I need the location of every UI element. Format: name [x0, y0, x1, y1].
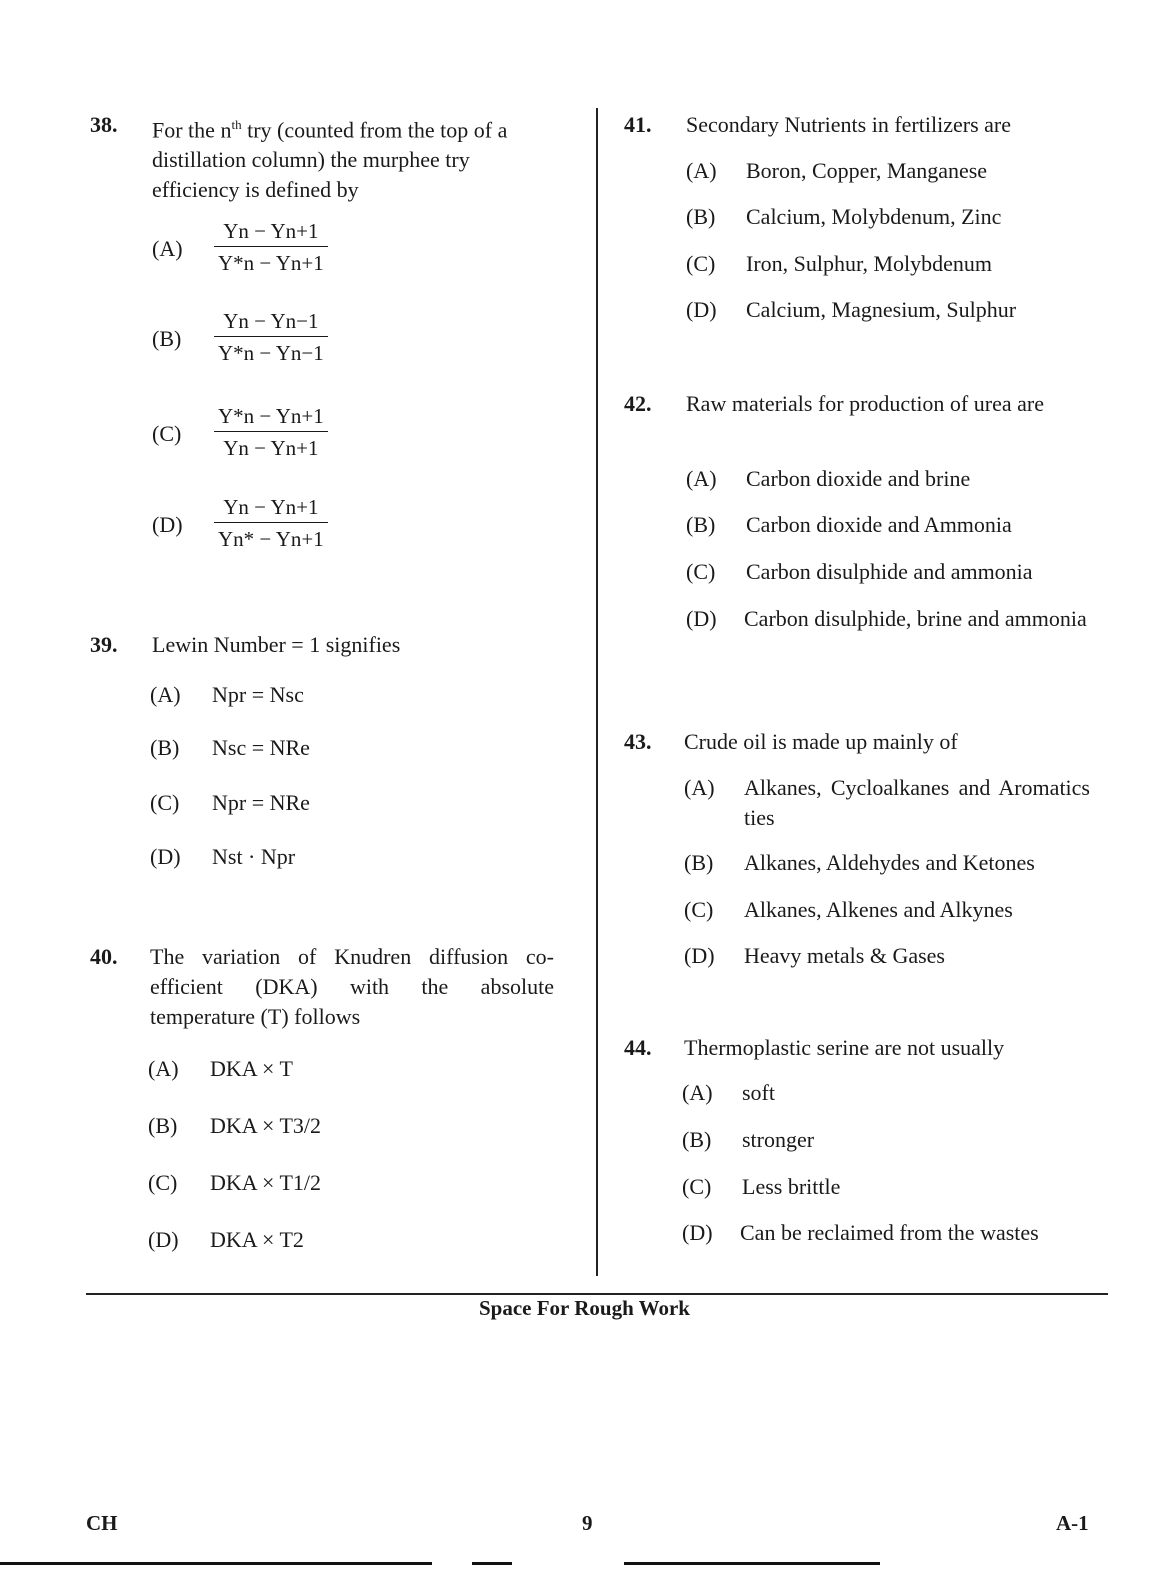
- question-text: Secondary Nutrients in fertilizers are: [686, 112, 1011, 137]
- option-label: (D): [682, 1220, 713, 1245]
- rough-work-heading: Space For Rough Work: [478, 1296, 690, 1320]
- option-38-c[interactable]: [152, 403, 402, 473]
- column-divider: [596, 108, 598, 1276]
- question-number: 42.: [624, 391, 652, 416]
- option-text: Less brittle: [742, 1174, 841, 1199]
- option-label: (A): [148, 1056, 179, 1081]
- question-text: Raw materials for production of urea are: [686, 391, 1044, 416]
- option-text: Alkanes, Cycloalkanes and Aromatics ties: [744, 775, 1090, 830]
- option-text: DKA × T: [210, 1056, 293, 1081]
- question-number: 41.: [624, 112, 652, 137]
- option-text: Carbon dioxide and Ammonia: [746, 512, 1012, 537]
- option-40-a[interactable]: [148, 1054, 448, 1086]
- question-40: [90, 942, 560, 1038]
- option-text: DKA × T2: [210, 1227, 304, 1252]
- option-text: Nst · Npr: [212, 844, 296, 869]
- question-text: Thermoplastic serine are not usually: [684, 1035, 1005, 1060]
- option-label: (B): [686, 204, 716, 229]
- option-39-d[interactable]: [150, 842, 450, 874]
- fraction-denominator: Y*n − Yn−1: [218, 341, 324, 365]
- option-text: Boron, Copper, Manganese: [746, 158, 988, 183]
- option-label: (D): [686, 606, 717, 631]
- option-38-a[interactable]: [152, 218, 402, 288]
- option-43-c[interactable]: [684, 895, 1090, 927]
- option-44-b[interactable]: [682, 1125, 1090, 1157]
- option-text: soft: [742, 1080, 775, 1105]
- fraction-denominator: Y*n − Yn+1: [218, 251, 324, 275]
- option-label: (C): [148, 1170, 178, 1195]
- fraction-numerator: Yn − Yn+1: [214, 494, 328, 523]
- question-number: 43.: [624, 729, 652, 754]
- option-text: Carbon disulphide, brine and ammonia: [744, 606, 1087, 631]
- option-text: Can be reclaimed from the wastes: [740, 1220, 1039, 1245]
- option-44-c[interactable]: [682, 1172, 1090, 1204]
- option-38-b[interactable]: [152, 308, 402, 378]
- option-43-d[interactable]: [684, 941, 1090, 973]
- question-44: [624, 1033, 1094, 1067]
- question-number: 39.: [90, 632, 118, 657]
- option-text: DKA × T3/2: [210, 1113, 322, 1138]
- option-44-a[interactable]: [682, 1078, 1090, 1110]
- option-text: Heavy metals & Gases: [744, 943, 945, 968]
- bottom-rule: [0, 1562, 432, 1565]
- option-label: (A): [150, 682, 181, 707]
- option-label: (B): [150, 735, 180, 760]
- option-41-a[interactable]: [686, 156, 1086, 188]
- question-text: For the $n^{th}$ try (counted from the top of a distillation column) the murphee try efficiency is defined by: [152, 117, 508, 203]
- option-text: Alkanes, Alkenes and Alkynes: [744, 897, 1013, 922]
- fraction-formula: [214, 218, 328, 276]
- option-text: Iron, Sulphur, Molybdenum: [746, 251, 992, 276]
- option-label: (B): [686, 512, 716, 537]
- question-39: [90, 630, 560, 664]
- option-40-b[interactable]: [148, 1111, 448, 1143]
- option-label: (A): [686, 466, 717, 491]
- option-label: (B): [682, 1127, 712, 1152]
- option-44-d[interactable]: [682, 1218, 1090, 1280]
- option-38-d[interactable]: [152, 494, 402, 564]
- option-39-a[interactable]: [150, 680, 450, 712]
- question-number: 38.: [90, 112, 118, 137]
- option-label: (C): [684, 897, 714, 922]
- bottom-rule: [472, 1562, 512, 1565]
- question-number: 40.: [90, 944, 118, 969]
- option-label: (C): [682, 1174, 712, 1199]
- option-text: Npr = NRe: [212, 790, 310, 815]
- option-text: Nsc = NRe: [212, 735, 310, 760]
- option-42-a[interactable]: [686, 464, 1086, 496]
- option-label: (D): [152, 512, 183, 537]
- option-label: (D): [150, 844, 181, 869]
- question-42: [624, 389, 1094, 453]
- option-label: (B): [148, 1113, 178, 1138]
- option-41-d[interactable]: [686, 295, 1086, 327]
- option-label: (B): [684, 850, 714, 875]
- footer-version-code: A-1: [1056, 1511, 1089, 1535]
- option-label: (C): [150, 790, 180, 815]
- option-label: (C): [686, 251, 716, 276]
- option-text: Calcium, Molybdenum, Zinc: [746, 204, 1002, 229]
- question-41: [624, 110, 1094, 144]
- footer-subject-code: CH: [86, 1511, 118, 1535]
- option-42-c[interactable]: [686, 557, 1086, 589]
- option-text: Npr = Nsc: [212, 682, 304, 707]
- option-40-c[interactable]: [148, 1168, 448, 1200]
- fraction-formula: [214, 494, 328, 552]
- fraction-formula: [214, 403, 328, 461]
- option-label: (D): [686, 297, 717, 322]
- option-label: (A): [682, 1080, 713, 1105]
- option-39-b[interactable]: [150, 733, 450, 765]
- question-text: The variation of Knudren diffusion co-efficient (DKA) with the absolute temperature (T) follows: [150, 944, 554, 1029]
- option-40-d[interactable]: [148, 1225, 448, 1257]
- fraction-numerator: Yn − Yn−1: [214, 308, 328, 337]
- option-label: (A): [684, 775, 715, 800]
- option-label: (B): [152, 326, 182, 351]
- option-text: Carbon disulphide and ammonia: [746, 559, 1033, 584]
- option-42-b[interactable]: [686, 510, 1086, 542]
- option-label: (D): [148, 1227, 179, 1252]
- option-39-c[interactable]: [150, 788, 450, 820]
- fraction-numerator: Yn − Yn+1: [214, 218, 328, 247]
- fraction-denominator: Yn* − Yn+1: [218, 527, 324, 551]
- option-text: DKA × T1/2: [210, 1170, 322, 1195]
- fraction-formula: [214, 308, 328, 366]
- option-text: Alkanes, Aldehydes and Ketones: [744, 850, 1035, 875]
- option-42-d[interactable]: [686, 604, 1090, 666]
- rough-work-separator: [86, 1293, 1108, 1295]
- option-label: (A): [152, 236, 183, 261]
- option-label: (A): [686, 158, 717, 183]
- option-label: (C): [152, 421, 182, 446]
- footer-page-number: 9: [582, 1511, 593, 1535]
- option-label: (C): [686, 559, 716, 584]
- fraction-denominator: Yn − Yn+1: [223, 436, 319, 460]
- question-number: 44.: [624, 1035, 652, 1060]
- option-41-c[interactable]: [686, 249, 1086, 281]
- option-41-b[interactable]: [686, 202, 1086, 234]
- option-43-a[interactable]: [684, 773, 1090, 835]
- fraction-numerator: Y*n − Yn+1: [214, 403, 328, 432]
- bottom-rule: [624, 1562, 880, 1565]
- option-text: Calcium, Magnesium, Sulphur: [746, 297, 1017, 322]
- option-text: stronger: [742, 1127, 815, 1152]
- option-label: (D): [684, 943, 715, 968]
- option-text: Carbon dioxide and brine: [746, 466, 971, 491]
- question-text: Lewin Number = 1 signifies: [152, 632, 401, 657]
- question-43: [624, 727, 1094, 761]
- option-43-b[interactable]: [684, 848, 1090, 880]
- question-text: Crude oil is made up mainly of: [684, 729, 958, 754]
